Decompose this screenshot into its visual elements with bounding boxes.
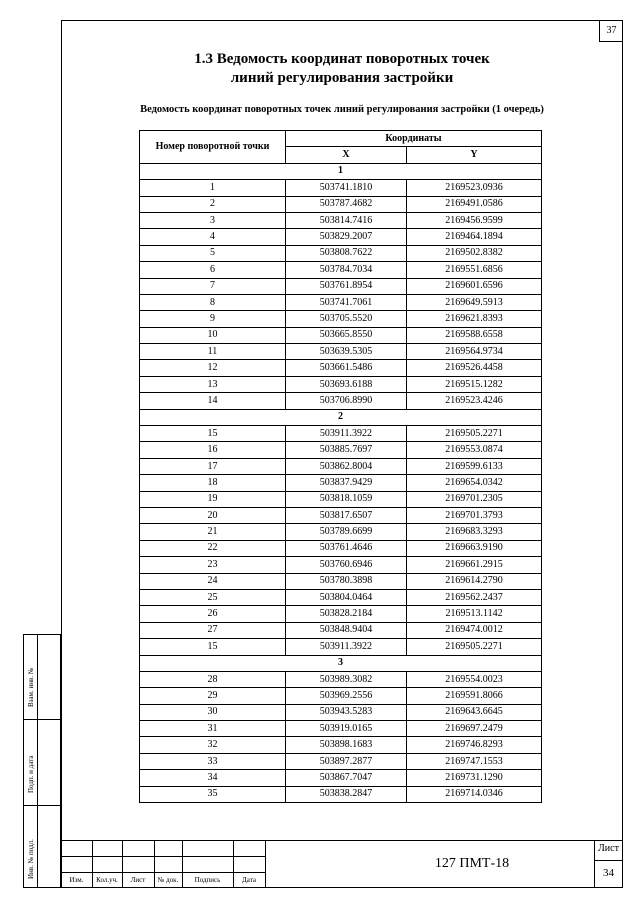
group-header-row — [140, 163, 542, 179]
point-number-cell: 2 — [140, 196, 286, 212]
replaced-inventory-label: Взам. инв. № — [27, 667, 35, 707]
x-coordinate-cell: 503969.2556 — [286, 688, 407, 704]
header-y: Y — [407, 147, 542, 163]
table-row — [140, 573, 542, 589]
table-caption: Ведомость координат поворотных точек линий регулирования застройки (1 очередь) — [140, 104, 544, 115]
table-row — [140, 557, 542, 573]
x-coordinate-cell: 503780.3898 — [286, 573, 407, 589]
table-row — [140, 688, 542, 704]
y-coordinate-cell: 2169523.4246 — [407, 393, 542, 409]
y-coordinate-cell: 2169513.1142 — [407, 606, 542, 622]
point-number-cell: 18 — [140, 475, 286, 491]
y-coordinate-cell: 2169554.0023 — [407, 671, 542, 687]
x-coordinate-cell: 503829.2007 — [286, 229, 407, 245]
signature-date-label: Подп. и дата — [27, 755, 35, 793]
x-coordinate-cell: 503838.2847 — [286, 786, 407, 802]
y-coordinate-cell: 2169562.2437 — [407, 589, 542, 605]
point-number-cell: 30 — [140, 704, 286, 720]
x-coordinate-cell: 503787.4682 — [286, 196, 407, 212]
point-number-cell: 1 — [140, 180, 286, 196]
y-coordinate-cell: 2169599.6133 — [407, 458, 542, 474]
table-row — [140, 180, 542, 196]
point-number-cell: 11 — [140, 344, 286, 360]
point-number-cell: 10 — [140, 327, 286, 343]
table-row — [140, 393, 542, 409]
doc-number-label: № док. — [157, 876, 179, 884]
izm-label: Изм. — [69, 876, 84, 884]
y-coordinate-cell: 2169505.2271 — [407, 426, 542, 442]
group-header-row — [140, 409, 542, 425]
x-coordinate-cell: 503760.6946 — [286, 557, 407, 573]
table-row — [140, 212, 542, 228]
table-row — [140, 311, 542, 327]
y-coordinate-cell: 2169614.2790 — [407, 573, 542, 589]
point-number-cell: 14 — [140, 393, 286, 409]
point-number-cell: 28 — [140, 671, 286, 687]
table-row — [140, 327, 542, 343]
point-number-cell: 4 — [140, 229, 286, 245]
y-coordinate-cell: 2169502.8382 — [407, 245, 542, 261]
title-line-2: линий регулирования застройки — [230, 70, 454, 86]
point-number-cell: 20 — [140, 507, 286, 523]
kol-uch-label: Кол.уч. — [96, 876, 118, 884]
point-number-cell: 16 — [140, 442, 286, 458]
coordinates-table — [139, 130, 542, 803]
table-row — [140, 229, 542, 245]
y-coordinate-cell: 2169523.0936 — [407, 180, 542, 196]
x-coordinate-cell: 503705.5520 — [286, 311, 407, 327]
corner-page-number: 37 — [599, 20, 623, 42]
y-coordinate-cell: 2169654.0342 — [407, 475, 542, 491]
table-row — [140, 639, 542, 655]
x-coordinate-cell: 503911.3922 — [286, 639, 407, 655]
point-number-cell: 8 — [140, 294, 286, 310]
point-number-cell: 35 — [140, 786, 286, 802]
y-coordinate-cell: 2169564.9734 — [407, 344, 542, 360]
x-coordinate-cell: 503693.6188 — [286, 376, 407, 392]
x-coordinate-cell: 503867.7047 — [286, 770, 407, 786]
x-coordinate-cell: 503665.8550 — [286, 327, 407, 343]
point-number-cell: 26 — [140, 606, 286, 622]
x-coordinate-cell: 503741.1810 — [286, 180, 407, 196]
side-stamp-divider — [24, 805, 60, 806]
y-coordinate-cell: 2169683.3293 — [407, 524, 542, 540]
sheet-number: 34 — [603, 867, 614, 879]
table-row — [140, 753, 542, 769]
table-row — [140, 491, 542, 507]
x-coordinate-cell: 503741.7061 — [286, 294, 407, 310]
table-row — [140, 294, 542, 310]
x-coordinate-cell: 503911.3922 — [286, 426, 407, 442]
y-coordinate-cell: 2169731.1290 — [407, 770, 542, 786]
x-coordinate-cell: 503808.7622 — [286, 245, 407, 261]
table-row — [140, 770, 542, 786]
point-number-cell: 15 — [140, 639, 286, 655]
signature-label: Подпись — [194, 876, 221, 884]
point-number-cell: 12 — [140, 360, 286, 376]
point-number-cell: 33 — [140, 753, 286, 769]
x-coordinate-cell: 503804.0464 — [286, 589, 407, 605]
table-row — [140, 589, 542, 605]
x-coordinate-cell: 503706.8990 — [286, 393, 407, 409]
title-block — [61, 840, 623, 888]
point-number-cell: 21 — [140, 524, 286, 540]
list-label: Лист — [130, 876, 146, 884]
y-coordinate-cell: 2169526.4458 — [407, 360, 542, 376]
x-coordinate-cell: 503661.5486 — [286, 360, 407, 376]
y-coordinate-cell: 2169505.2271 — [407, 639, 542, 655]
table-row — [140, 376, 542, 392]
y-coordinate-cell: 2169491.0586 — [407, 196, 542, 212]
x-coordinate-cell: 503848.9404 — [286, 622, 407, 638]
document-code: 127 ПМТ-18 — [434, 856, 510, 871]
y-coordinate-cell: 2169591.8066 — [407, 688, 542, 704]
point-number-cell: 3 — [140, 212, 286, 228]
document-title — [61, 50, 623, 88]
table-row — [140, 196, 542, 212]
y-coordinate-cell: 2169474.0012 — [407, 622, 542, 638]
group-header-row — [140, 655, 542, 671]
table-row — [140, 360, 542, 376]
table-row — [140, 442, 542, 458]
y-coordinate-cell: 2169601.6596 — [407, 278, 542, 294]
point-number-cell: 6 — [140, 262, 286, 278]
x-coordinate-cell: 503818.1059 — [286, 491, 407, 507]
group-number: 1 — [140, 163, 542, 179]
y-coordinate-cell: 2169643.6645 — [407, 704, 542, 720]
table-row — [140, 262, 542, 278]
x-coordinate-cell: 503828.2184 — [286, 606, 407, 622]
y-coordinate-cell: 2169551.6856 — [407, 262, 542, 278]
y-coordinate-cell: 2169701.2305 — [407, 491, 542, 507]
point-number-cell: 23 — [140, 557, 286, 573]
x-coordinate-cell: 503837.9429 — [286, 475, 407, 491]
y-coordinate-cell: 2169649.5913 — [407, 294, 542, 310]
y-coordinate-cell: 2169701.3793 — [407, 507, 542, 523]
group-number: 2 — [140, 409, 542, 425]
y-coordinate-cell: 2169663.9190 — [407, 540, 542, 556]
x-coordinate-cell: 503919.0165 — [286, 721, 407, 737]
x-coordinate-cell: 503943.5283 — [286, 704, 407, 720]
table-row — [140, 426, 542, 442]
y-coordinate-cell: 2169515.1282 — [407, 376, 542, 392]
y-coordinate-cell: 2169697.2479 — [407, 721, 542, 737]
y-coordinate-cell: 2169456.9599 — [407, 212, 542, 228]
y-coordinate-cell: 2169747.1553 — [407, 753, 542, 769]
x-coordinate-cell: 503862.8004 — [286, 458, 407, 474]
table-row — [140, 507, 542, 523]
table-row — [140, 606, 542, 622]
point-number-cell: 31 — [140, 721, 286, 737]
original-inventory-label: Инв. № подл. — [27, 839, 35, 879]
side-stamp-divider — [24, 719, 60, 720]
sheet-label: Лист — [598, 843, 619, 854]
point-number-cell: 29 — [140, 688, 286, 704]
point-number-cell: 7 — [140, 278, 286, 294]
y-coordinate-cell: 2169588.6558 — [407, 327, 542, 343]
header-coordinates: Координаты — [286, 131, 542, 147]
table-row — [140, 278, 542, 294]
table-row — [140, 622, 542, 638]
point-number-cell: 22 — [140, 540, 286, 556]
x-coordinate-cell: 503817.6507 — [286, 507, 407, 523]
x-coordinate-cell: 503989.3082 — [286, 671, 407, 687]
y-coordinate-cell: 2169714.0346 — [407, 786, 542, 802]
y-coordinate-cell: 2169746.8293 — [407, 737, 542, 753]
group-number: 3 — [140, 655, 542, 671]
header-point-number: Номер поворотной точки — [140, 131, 286, 164]
header-x: X — [286, 147, 407, 163]
side-stamp — [23, 634, 61, 888]
table-row — [140, 475, 542, 491]
x-coordinate-cell: 503897.2877 — [286, 753, 407, 769]
x-coordinate-cell: 503761.4646 — [286, 540, 407, 556]
table-row — [140, 737, 542, 753]
y-coordinate-cell: 2169661.2915 — [407, 557, 542, 573]
x-coordinate-cell: 503789.6699 — [286, 524, 407, 540]
coordinates-table-body — [140, 163, 542, 802]
y-coordinate-cell: 2169464.1894 — [407, 229, 542, 245]
y-coordinate-cell: 2169553.0874 — [407, 442, 542, 458]
point-number-cell: 19 — [140, 491, 286, 507]
table-row — [140, 704, 542, 720]
point-number-cell: 24 — [140, 573, 286, 589]
table-row — [140, 721, 542, 737]
point-number-cell: 5 — [140, 245, 286, 261]
x-coordinate-cell: 503885.7697 — [286, 442, 407, 458]
table-row — [140, 344, 542, 360]
table-row — [140, 245, 542, 261]
table-row — [140, 524, 542, 540]
point-number-cell: 27 — [140, 622, 286, 638]
table-row — [140, 540, 542, 556]
point-number-cell: 25 — [140, 589, 286, 605]
x-coordinate-cell: 503898.1683 — [286, 737, 407, 753]
x-coordinate-cell: 503639.5305 — [286, 344, 407, 360]
point-number-cell: 9 — [140, 311, 286, 327]
x-coordinate-cell: 503761.8954 — [286, 278, 407, 294]
point-number-cell: 32 — [140, 737, 286, 753]
point-number-cell: 15 — [140, 426, 286, 442]
table-row — [140, 786, 542, 802]
point-number-cell: 17 — [140, 458, 286, 474]
table-row — [140, 671, 542, 687]
title-line-1: 1.3 Ведомость координат поворотных точек — [194, 51, 490, 67]
y-coordinate-cell: 2169621.8393 — [407, 311, 542, 327]
point-number-cell: 34 — [140, 770, 286, 786]
x-coordinate-cell: 503814.7416 — [286, 212, 407, 228]
x-coordinate-cell: 503784.7034 — [286, 262, 407, 278]
date-label: Дата — [242, 876, 256, 884]
point-number-cell: 13 — [140, 376, 286, 392]
table-row — [140, 458, 542, 474]
